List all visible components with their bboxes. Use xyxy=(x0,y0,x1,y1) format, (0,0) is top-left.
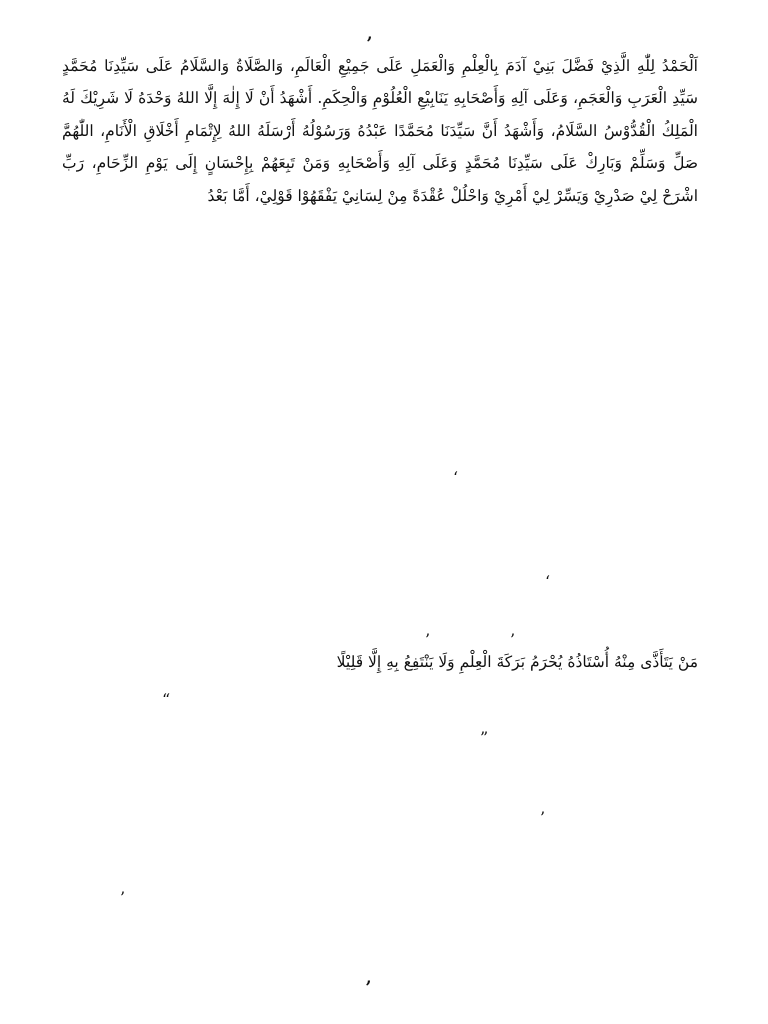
top-comma-mark: , xyxy=(367,24,373,43)
comma-mark: ’ xyxy=(425,630,431,649)
comma-mark: ‘ xyxy=(453,468,459,487)
comma-mark: ’ xyxy=(120,888,126,907)
arabic-quote-line: مَنْ يَتَأَذَّى مِنْهُ أُسْتَاذُهُ يُحْرَمُ بَرَكَةَ الْعِلْمِ وَلَا يَنْتَفِعُ بِهِ إِلَّا قَلِيْلًا xyxy=(336,653,698,671)
close-quote-mark: ” xyxy=(480,728,489,747)
bottom-comma-mark: , xyxy=(366,968,372,987)
comma-mark: ’ xyxy=(540,808,546,827)
comma-mark: ’ xyxy=(510,630,516,649)
intro-arabic-paragraph: اَلْحَمْدُ لِلّٰهِ الَّذِيْ فَضَّلَ بَنِيْ آدَمَ بِالْعِلْمِ وَالْعَمَلِ عَلَى جَمِيْعِ الْعَالَمِ، وَالصَّلَاةُ وَالسَّلَامُ عَلَى سَيِّدِنَا مُحَمَّدٍ سَيِّدِ الْعَرَبِ وَالْعَجَمِ، وَعَلَى آلِهِ وَأَصْحَابِهِ يَنَابِيْعِ الْعُلُوْمِ وَالْحِكَمِ. أَشْهَدُ أَنْ لَا إِلٰهَ إِلَّا اللهُ وَحْدَهُ لَا شَرِيْكَ لَهُ الْمَلِكُ الْقُدُّوْسُ السَّلَامُ، وَأَشْهَدُ أَنَّ سَيِّدَنَا مُحَمَّدًا عَبْدُهُ وَرَسُوْلُهُ أَرْسَلَهُ اللهُ لِإِتْمَامِ أَخْلَاقِ الْأَنَامِ، اللّٰهُمَّ صَلِّ وَسَلِّمْ وَبَارِكْ عَلَى سَيِّدِنَا مُحَمَّدٍ وَعَلَى آلِهِ وَأَصْحَابِهِ وَمَنْ تَبِعَهُمْ بِإِحْسَانٍ إِلَى يَوْمِ الزِّحَامِ، رَبِّ اشْرَحْ لِيْ صَدْرِيْ وَيَسِّرْ لِيْ أَمْرِيْ وَاحْلُلْ عُقْدَةً مِنْ لِسَانِيْ يَفْقَهُوْا قَوْلِيْ، أَمَّا بَعْدُ xyxy=(62,57,698,205)
open-quote-mark: “ xyxy=(162,690,171,709)
comma-mark: ‘ xyxy=(545,572,551,591)
